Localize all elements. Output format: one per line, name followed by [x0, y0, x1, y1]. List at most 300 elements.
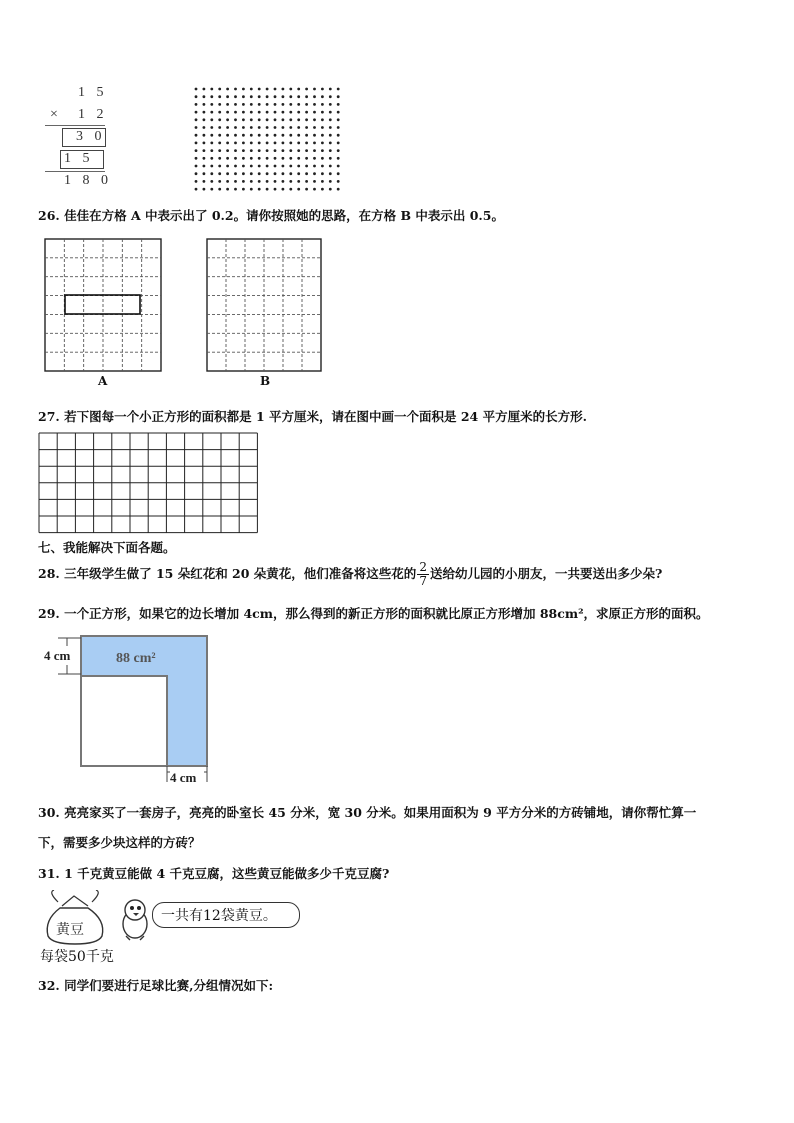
- grid-dot: [218, 103, 221, 106]
- grid-dot: [203, 88, 206, 91]
- grid-dot: [195, 111, 198, 114]
- grid-dot: [329, 103, 332, 106]
- grid-dot: [234, 103, 237, 106]
- grid-dot: [313, 126, 316, 129]
- grid-dot: [282, 95, 285, 98]
- grid-dot: [337, 180, 340, 183]
- grid-dot: [195, 157, 198, 160]
- grid-dot: [274, 111, 277, 114]
- grid-dot: [258, 157, 261, 160]
- grid-dot: [250, 111, 253, 114]
- grid-dot: [242, 88, 245, 91]
- grid-dot: [218, 88, 221, 91]
- grid-dot: [234, 172, 237, 175]
- grid-dot: [234, 142, 237, 145]
- grid-dot: [226, 118, 229, 121]
- grid-dot: [242, 172, 245, 175]
- grid-dot: [218, 134, 221, 137]
- q29-left-label: 4 cm: [44, 648, 71, 663]
- grid-b-label: B: [260, 374, 271, 388]
- grid-dot: [321, 165, 324, 168]
- grid-dot: [203, 157, 206, 160]
- grid-dot: [258, 103, 261, 106]
- bag-label: 黄豆: [56, 923, 84, 938]
- grid-dot: [203, 188, 206, 191]
- grid-dot: [195, 88, 198, 91]
- grid-dot: [274, 126, 277, 129]
- grid-dot: [305, 88, 308, 91]
- grid-dot: [218, 188, 221, 191]
- grid-dot: [242, 142, 245, 145]
- grid-dot: [210, 88, 213, 91]
- grid-dot: [226, 157, 229, 160]
- q27-text: [38, 407, 587, 425]
- grid-dot: [258, 118, 261, 121]
- grid-dot: [226, 188, 229, 191]
- grid-dot: [289, 88, 292, 91]
- grid-dot: [242, 180, 245, 183]
- grid-dot: [282, 118, 285, 121]
- q31-text: [38, 864, 389, 882]
- grid-dot: [289, 172, 292, 175]
- grid-dot: [305, 172, 308, 175]
- grid-dot: [329, 126, 332, 129]
- grid-dot: [234, 165, 237, 168]
- grid-dot: [274, 142, 277, 145]
- grid-dot: [305, 103, 308, 106]
- grid-dot: [266, 180, 269, 183]
- section7-title: 七、我能解决下面各题。: [38, 540, 176, 555]
- grid-dot: [258, 134, 261, 137]
- grid-dot: [329, 157, 332, 160]
- grid-dot: [274, 103, 277, 106]
- grid-dot: [337, 88, 340, 91]
- grid-dot: [195, 188, 198, 191]
- grid-dot: [305, 165, 308, 168]
- grid-a: [44, 238, 164, 372]
- grid-dot: [329, 88, 332, 91]
- grid-dot: [250, 188, 253, 191]
- grid-dot: [258, 111, 261, 114]
- grid-a-shaded-rect: [65, 295, 140, 314]
- grid-dot: [250, 165, 253, 168]
- grid-dot: [329, 165, 332, 168]
- grid-dot: [305, 157, 308, 160]
- q27-number: 27.: [38, 409, 60, 424]
- grid-dot: [297, 149, 300, 152]
- grid-dot: [210, 165, 213, 168]
- grid-a-label: A: [98, 374, 108, 388]
- grid-dot: [297, 126, 300, 129]
- grid-dot: [250, 142, 253, 145]
- grid-dot: [305, 149, 308, 152]
- grid-dot: [226, 88, 229, 91]
- grid-dot: [337, 118, 340, 121]
- grid-dot: [234, 126, 237, 129]
- mul-result: 1 8 0: [64, 173, 112, 188]
- fraction-denominator: 7: [419, 574, 427, 588]
- grid-dot: [297, 165, 300, 168]
- grid-dot: [250, 134, 253, 137]
- grid-dot: [313, 157, 316, 160]
- grid-dot: [305, 126, 308, 129]
- q29-figure: [40, 632, 212, 784]
- grid-dot: [282, 88, 285, 91]
- grid-dot: [266, 157, 269, 160]
- grid-dot: [195, 118, 198, 121]
- grid-dot: [329, 149, 332, 152]
- square-grid-27: [38, 432, 262, 534]
- grid-dot: [210, 180, 213, 183]
- grid-dot: [274, 88, 277, 91]
- grid-dot: [321, 88, 324, 91]
- grid-dot: [250, 157, 253, 160]
- mul-line1: 1 5: [78, 85, 108, 100]
- grid-dot: [289, 118, 292, 121]
- grid-dot: [282, 165, 285, 168]
- grid-dot: [258, 88, 261, 91]
- grid-dot: [226, 149, 229, 152]
- grid-dot: [282, 126, 285, 129]
- grid-dot: [250, 88, 253, 91]
- grid-dot: [203, 118, 206, 121]
- grid-dot: [218, 126, 221, 129]
- grid-dot: [195, 165, 198, 168]
- grid-dot: [242, 165, 245, 168]
- grid-dot: [297, 172, 300, 175]
- grid-dot: [305, 111, 308, 114]
- grid-dot: [329, 172, 332, 175]
- grid-dot: [234, 111, 237, 114]
- grid-dot: [289, 103, 292, 106]
- grid-dot: [274, 157, 277, 160]
- grid-dot: [297, 180, 300, 183]
- q31-body: 1 千克黄豆能做 4 千克豆腐，这些黄豆能做多少千克豆腐?: [64, 866, 390, 881]
- grid-dot: [226, 103, 229, 106]
- q26-text: [38, 206, 504, 224]
- q28-number: 28.: [38, 566, 60, 581]
- grid-dot: [250, 103, 253, 106]
- grid-dot: [242, 126, 245, 129]
- grid-b: [206, 238, 324, 372]
- grid-dot: [226, 111, 229, 114]
- grid-dot: [274, 165, 277, 168]
- q31-number: 31.: [38, 866, 60, 881]
- grid-dot: [313, 111, 316, 114]
- grid-dot: [218, 172, 221, 175]
- grid-dot: [289, 180, 292, 183]
- grid-dot: [305, 118, 308, 121]
- grid-dot: [282, 134, 285, 137]
- grid-dot: [305, 134, 308, 137]
- q29-body: 一个正方形，如果它的边长增加 4cm，那么得到的新正方形的面积就比原正方形增加 88cm²，求原正方形的面积。: [64, 606, 709, 621]
- grid-dot: [258, 149, 261, 152]
- grid-dot: [210, 172, 213, 175]
- grid-dot: [266, 111, 269, 114]
- grid-dot: [321, 188, 324, 191]
- mul-rule-2: [45, 171, 105, 172]
- grid-dot: [234, 180, 237, 183]
- grid-dot: [266, 88, 269, 91]
- grid-dot: [266, 103, 269, 106]
- q30-line1: [38, 803, 696, 821]
- grid-dot: [274, 172, 277, 175]
- grid-dot: [337, 103, 340, 106]
- grid-dot: [226, 134, 229, 137]
- grid-dot: [289, 111, 292, 114]
- q27-body: 若下图每一个小正方形的面积都是 1 平方厘米，请在图中画一个面积是 24 平方厘米的长方形.: [64, 409, 587, 424]
- grid-dot: [337, 95, 340, 98]
- grid-dot: [258, 126, 261, 129]
- grid-dot: [195, 149, 198, 152]
- grid-dot: [234, 95, 237, 98]
- grid-dot: [234, 188, 237, 191]
- grid-dot: [282, 188, 285, 191]
- grid-dot: [242, 118, 245, 121]
- grid-dot: [321, 180, 324, 183]
- grid-dot: [234, 88, 237, 91]
- grid-dot: [329, 188, 332, 191]
- grid-dot: [226, 172, 229, 175]
- grid-dot: [282, 111, 285, 114]
- grid-dot: [313, 188, 316, 191]
- q30-line2: 下，需要多少块这样的方砖？: [38, 835, 201, 850]
- grid-dot: [266, 165, 269, 168]
- grid-dot: [282, 142, 285, 145]
- grid-dot: [313, 142, 316, 145]
- grid-dot: [337, 126, 340, 129]
- grid-dot: [282, 149, 285, 152]
- grid-dot: [195, 103, 198, 106]
- grid-dot: [297, 157, 300, 160]
- grid-dot: [226, 165, 229, 168]
- q26-body: 佳佳在方格 A 中表示出了 0.2。请你按照她的思路，在方格 B 中表示出 0.5。: [64, 208, 504, 223]
- grid-dot: [321, 103, 324, 106]
- mul-partial1: 3 0: [76, 129, 106, 144]
- grid-dot: [266, 95, 269, 98]
- grid-dot: [242, 103, 245, 106]
- grid-dot: [218, 149, 221, 152]
- grid-dot: [195, 134, 198, 137]
- grid-dot: [266, 172, 269, 175]
- grid-dot: [258, 142, 261, 145]
- grid-dot: [234, 134, 237, 137]
- grid-dot: [250, 149, 253, 152]
- grid-dot: [282, 180, 285, 183]
- grid-dot: [321, 149, 324, 152]
- grid-dot: [297, 134, 300, 137]
- grid-dot: [337, 188, 340, 191]
- grid-dot: [250, 172, 253, 175]
- grid-dot: [329, 142, 332, 145]
- grid-dot: [337, 134, 340, 137]
- grid-dot: [329, 118, 332, 121]
- speech-bubble: [152, 902, 300, 928]
- grid-dot: [282, 157, 285, 160]
- grid-dot: [321, 172, 324, 175]
- q28-text: [38, 560, 662, 588]
- grid-dot: [218, 118, 221, 121]
- grid-dot: [297, 118, 300, 121]
- q29-number: 29.: [38, 606, 60, 621]
- grid-dot: [258, 188, 261, 191]
- grid-dot: [313, 180, 316, 183]
- grid-dot: [337, 111, 340, 114]
- grid-dot: [258, 180, 261, 183]
- grid-dot: [274, 180, 277, 183]
- grid-dot: [242, 149, 245, 152]
- grid-dot: [266, 142, 269, 145]
- grid-dot: [210, 118, 213, 121]
- grid-dot: [313, 95, 316, 98]
- grid-dot: [337, 142, 340, 145]
- grid-dot: [313, 165, 316, 168]
- grid-dot: [226, 142, 229, 145]
- grid-dot: [218, 95, 221, 98]
- grid-dot: [282, 172, 285, 175]
- grid-dot: [274, 95, 277, 98]
- grid-dot: [305, 180, 308, 183]
- grid-dot: [289, 134, 292, 137]
- grid-dot: [329, 134, 332, 137]
- grid-dot: [226, 126, 229, 129]
- grid-dot: [218, 165, 221, 168]
- bag-caption: 每袋50千克: [40, 949, 114, 965]
- grid-dot: [297, 142, 300, 145]
- grid-dot: [226, 180, 229, 183]
- grid-dot: [321, 134, 324, 137]
- grid-dot: [289, 142, 292, 145]
- grid-dot: [266, 149, 269, 152]
- grid-dot: [274, 134, 277, 137]
- grid-dot: [337, 172, 340, 175]
- grid-dot: [250, 126, 253, 129]
- grid-dot: [242, 188, 245, 191]
- grid-dot: [321, 95, 324, 98]
- speech-text: 一共有12袋黄豆。: [161, 908, 277, 924]
- grid-dot: [297, 95, 300, 98]
- grid-dot: [218, 111, 221, 114]
- grid-dot: [289, 149, 292, 152]
- grid-dot: [210, 188, 213, 191]
- grid-dot: [203, 180, 206, 183]
- grid-dot: [234, 149, 237, 152]
- grid-dot: [289, 157, 292, 160]
- grid-dot: [210, 142, 213, 145]
- grid-dot: [210, 126, 213, 129]
- grid-dot: [337, 165, 340, 168]
- grid-dot: [195, 142, 198, 145]
- bird-icon: [118, 896, 152, 942]
- mul-rule-1: [45, 125, 105, 126]
- grid-dot: [203, 103, 206, 106]
- grid-dot: [282, 103, 285, 106]
- q29-area-label: 88 cm²: [116, 651, 156, 666]
- grid-dot: [210, 111, 213, 114]
- grid-dot: [195, 126, 198, 129]
- grid-dot: [203, 126, 206, 129]
- grid-dot: [203, 165, 206, 168]
- grid-dot: [242, 134, 245, 137]
- q30-number: 30.: [38, 805, 60, 820]
- grid-dot: [203, 142, 206, 145]
- grid-dot: [313, 118, 316, 121]
- grid-dot: [321, 111, 324, 114]
- q32-body: 同学们要进行足球比赛,分组情况如下:: [64, 978, 274, 993]
- grid-dot: [329, 111, 332, 114]
- grid-dot: [210, 149, 213, 152]
- grid-dot: [305, 188, 308, 191]
- grid-dot: [195, 172, 198, 175]
- grid-dot: [305, 95, 308, 98]
- grid-dot: [210, 95, 213, 98]
- original-square-outline: [81, 676, 167, 766]
- q32-number: 32.: [38, 978, 60, 993]
- grid-dot: [289, 165, 292, 168]
- times-sign: ×: [50, 107, 62, 122]
- grid-dot: [218, 142, 221, 145]
- grid-dot: [266, 188, 269, 191]
- q28-body-2: 送给幼儿园的小朋友，一共要送出多少朵?: [429, 566, 663, 581]
- dot-grid: [192, 86, 342, 192]
- grid-dot: [242, 95, 245, 98]
- grid-dot: [266, 118, 269, 121]
- grid-dot: [242, 157, 245, 160]
- grid-dot: [321, 118, 324, 121]
- grid-dot: [289, 126, 292, 129]
- grid-dot: [321, 142, 324, 145]
- grid-dot: [234, 157, 237, 160]
- grid-dot: [203, 149, 206, 152]
- grid-dot: [274, 118, 277, 121]
- grid-dot: [297, 111, 300, 114]
- fraction-numerator: 2: [419, 560, 427, 574]
- grid-dot: [203, 111, 206, 114]
- grid-dot: [313, 134, 316, 137]
- grid-dot: [234, 118, 237, 121]
- grid-dot: [203, 172, 206, 175]
- grid-dot: [266, 134, 269, 137]
- grid-dot: [321, 157, 324, 160]
- q29-text: [38, 604, 709, 622]
- q29-bottom-label: 4 cm: [170, 770, 197, 784]
- grid-dot: [203, 134, 206, 137]
- grid-dot: [289, 95, 292, 98]
- grid-dot: [297, 188, 300, 191]
- bean-bag-illustration: [40, 890, 110, 946]
- grid-dot: [313, 88, 316, 91]
- mul-partial2: 1 5: [64, 151, 94, 166]
- grid-dot: [337, 157, 340, 160]
- grid-dot: [297, 88, 300, 91]
- grid-dot: [203, 95, 206, 98]
- grid-dot: [329, 180, 332, 183]
- q28-body-1: 三年级学生做了 15 朵红花和 20 朵黄花，他们准备将这些花的: [64, 566, 417, 581]
- grid-dot: [274, 188, 277, 191]
- grid-dot: [250, 180, 253, 183]
- mul-line2: 1 2: [78, 107, 108, 122]
- q26-number: 26.: [38, 208, 60, 223]
- grid-dot: [218, 157, 221, 160]
- grid-dot: [258, 172, 261, 175]
- grid-dot: [305, 142, 308, 145]
- grid-dot: [258, 165, 261, 168]
- grid-dot: [274, 149, 277, 152]
- grid-dot: [242, 111, 245, 114]
- grid-dot: [226, 95, 229, 98]
- q30-body-1: 亮亮家买了一套房子，亮亮的卧室长 45 分米，宽 30 分米。如果用面积为 9 平方分米的方砖铺地，请你帮忙算一: [64, 805, 697, 820]
- grid-dot: [210, 157, 213, 160]
